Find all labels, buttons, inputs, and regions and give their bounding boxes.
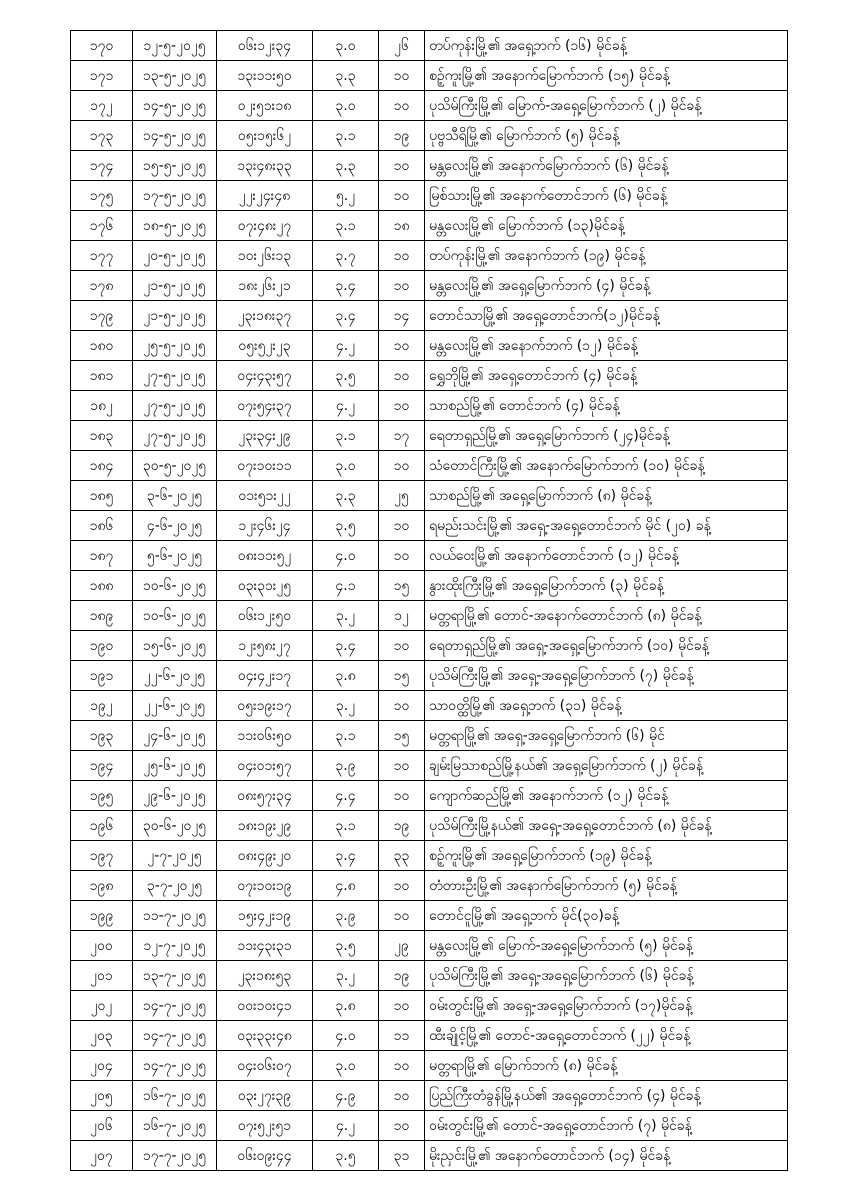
cell-date: ၂၂-၆-၂၀၂၅ [133,661,217,691]
cell-magnitude: ၃.၁ [313,421,379,451]
table-row [71,241,788,271]
cell-magnitude: ၃.၃ [313,151,379,181]
cell-location: လယ်ဝေးမြို့၏ အနောက်တောင်ဘက် (၁၂) မိုင်ခန့် [425,541,788,571]
table-row [71,781,788,811]
cell-date: ၂၂-၆-၂၀၂၅ [133,691,217,721]
cell-magnitude: ၃.၇ [313,241,379,271]
cell-magnitude: ၃.၀ [313,1051,379,1081]
cell-time: ၀၄း၀၆း၀၇ [217,1051,313,1081]
cell-location: ပုသိမ်ကြီးမြို့၏ အရှေ့-အရှေ့မြောက်ဘက် (၇) မိုင်ခန့် [425,661,788,691]
cell-depth: ၁၀ [379,991,425,1021]
cell-location: မတ္တရာမြို့၏ မြောက်ဘက် (၈) မိုင်ခန့် [425,1051,788,1081]
cell-date: ၂၅-၆-၂၀၂၅ [133,751,217,781]
table-row [71,1021,788,1051]
cell-date: ၁၂-၇-၂၀၂၅ [133,931,217,961]
cell-date: ၁၃-၅-၂၀၂၅ [133,61,217,91]
cell-time: ၁၃း၄၈း၃၃ [217,151,313,181]
cell-serial-number: ၁၇၂ [71,91,133,121]
cell-date: ၁၈-၅-၂၀၂၅ [133,211,217,241]
table-row [71,661,788,691]
cell-magnitude: ၄.၉ [313,1081,379,1111]
cell-location: ရေတာရှည်မြို့၏ အရှေ့-အရှေ့မြောက်ဘက် (၁၀) မိုင်ခန့် [425,631,788,661]
cell-magnitude: ၃.၅ [313,511,379,541]
cell-location: ပုသိမ်ကြီးမြို့၏ အရှေ့-အရှေ့မြောက်ဘက် (၆) မိုင်ခန့် [425,961,788,991]
cell-depth: ၁၉ [379,811,425,841]
earthquake-table [70,30,788,1171]
cell-depth: ၂၆ [379,31,425,61]
table-row [71,481,788,511]
table-row [71,631,788,661]
cell-serial-number: ၁၈၈ [71,571,133,601]
cell-serial-number: ၁၉၀ [71,631,133,661]
cell-depth: ၁၀ [379,241,425,271]
cell-time: ၀၈း၄၉း၂၀ [217,841,313,871]
cell-time: ၁၃း၁၁း၅၀ [217,61,313,91]
cell-depth: ၁၀ [379,451,425,481]
cell-time: ၀၈း၅၇း၃၄ [217,781,313,811]
cell-serial-number: ၁၉၃ [71,721,133,751]
cell-location: မတ္တရာမြို့၏ တောင်-အနောက်တောင်ဘက် (၈) မိုင်ခန့် [425,601,788,631]
table-row [71,361,788,391]
cell-date: ၁၄-၅-၂၀၂၅ [133,91,217,121]
cell-magnitude: ၄.၀ [313,541,379,571]
cell-serial-number: ၁၉၉ [71,901,133,931]
cell-serial-number: ၁၈၉ [71,601,133,631]
cell-date: ၁၄-၇-၂၀၂၅ [133,1021,217,1051]
table-row [71,871,788,901]
table-row [71,1081,788,1111]
cell-magnitude: ၄.၂ [313,391,379,421]
cell-time: ၁၅း၄၂း၁၉ [217,901,313,931]
cell-magnitude: ၃.၁ [313,211,379,241]
cell-depth: ၁၀ [379,1111,425,1141]
table-row [71,601,788,631]
cell-time: ၀၃း၃၁း၂၅ [217,571,313,601]
table-row [71,931,788,961]
cell-time: ၂၃း၁၈း၃၇ [217,301,313,331]
cell-depth: ၁၅ [379,721,425,751]
cell-location: ကျောက်ဆည်မြို့၏ အနောက်ဘက် (၁၂) မိုင်ခန့် [425,781,788,811]
cell-date: ၂၇-၅-၂၀၂၅ [133,421,217,451]
cell-date: ၁၆-၇-၂၀၂၅ [133,1081,217,1111]
table-row [71,751,788,781]
cell-date: ၁၃-၇-၂၀၂၅ [133,961,217,991]
cell-magnitude: ၃.၈ [313,991,379,1021]
cell-depth: ၃၁ [379,1141,425,1171]
cell-serial-number: ၁၈၁ [71,361,133,391]
cell-date: ၂၅-၅-၂၀၂၅ [133,331,217,361]
table-row [71,571,788,601]
cell-magnitude: ၄.၀ [313,1021,379,1051]
table-row [71,301,788,331]
cell-time: ၀၇း၄၈း၂၇ [217,211,313,241]
cell-serial-number: ၁၉၆ [71,811,133,841]
cell-serial-number: ၁၉၁ [71,661,133,691]
cell-time: ၂၂း၂၄း၄၈ [217,181,313,211]
cell-date: ၁၇-၇-၂၀၂၅ [133,1141,217,1171]
cell-date: ၂၁-၅-၂၀၂၅ [133,301,217,331]
cell-serial-number: ၁၈၆ [71,511,133,541]
cell-magnitude: ၃.၅ [313,1141,379,1171]
cell-time: ၀၀း၁၀း၄၁ [217,991,313,1021]
cell-date: ၃၀-၆-၂၀၂၅ [133,811,217,841]
cell-serial-number: ၁၉၈ [71,871,133,901]
cell-date: ၃-၇-၂၀၂၅ [133,871,217,901]
cell-magnitude: ၃.၁ [313,721,379,751]
cell-magnitude: ၃.၄ [313,631,379,661]
cell-depth: ၂၉ [379,931,425,961]
table-row [71,61,788,91]
table-row [71,391,788,421]
cell-magnitude: ၃.၀ [313,451,379,481]
cell-serial-number: ၁၇၃ [71,121,133,151]
cell-serial-number: ၁၇၉ [71,301,133,331]
cell-magnitude: ၅.၂ [313,181,379,211]
cell-date: ၁၅-၆-၂၀၂၅ [133,631,217,661]
cell-magnitude: ၃.၄ [313,841,379,871]
cell-date: ၂၇-၅-၂၀၂၅ [133,361,217,391]
cell-location: မန္တလေးမြို့၏ အရှေ့မြောက်ဘက် (၄) မိုင်ခန့် [425,271,788,301]
cell-magnitude: ၃.၉ [313,901,379,931]
cell-date: ၁၄-၇-၂၀၂၅ [133,1051,217,1081]
cell-location: ရေတာရှည်မြို့၏ အရှေ့မြောက်ဘက် (၂၄)မိုင်ခန့် [425,421,788,451]
cell-depth: ၁၀ [379,541,425,571]
table-body [71,31,788,1171]
cell-location: မန္တလေးမြို့၏ အနောက်ဘက် (၁၂) မိုင်ခန့် [425,331,788,361]
table-row [71,421,788,451]
table-row [71,271,788,301]
cell-time: ၁၀း၂၆း၁၃ [217,241,313,271]
cell-depth: ၁၅ [379,661,425,691]
cell-magnitude: ၃.၉ [313,751,379,781]
cell-date: ၃၀-၅-၂၀၂၅ [133,451,217,481]
cell-magnitude: ၃.၀ [313,31,379,61]
cell-serial-number: ၂၀၀ [71,931,133,961]
cell-magnitude: ၃.၃ [313,61,379,91]
cell-location: ထီးချိုင့်မြို့၏ တောင်-အရှေ့တောင်ဘက် (၂၂) မိုင်ခန့် [425,1021,788,1051]
cell-location: မန္တလေးမြို့၏ အနောက်မြောက်ဘက် (၆) မိုင်ခန့် [425,151,788,181]
cell-serial-number: ၁၇၄ [71,151,133,181]
cell-magnitude: ၄.၂ [313,1111,379,1141]
table-row [71,691,788,721]
cell-date: ၁၁-၇-၂၀၂၅ [133,901,217,931]
cell-date: ၂၉-၆-၂၀၂၅ [133,781,217,811]
table-row [71,961,788,991]
table-row [71,721,788,751]
cell-serial-number: ၁၈၂ [71,391,133,421]
cell-depth: ၁၅ [379,571,425,601]
cell-time: ၀၆း၁၂း၃၄ [217,31,313,61]
cell-depth: ၁၀ [379,781,425,811]
cell-depth: ၁၀ [379,1051,425,1081]
table-row [71,331,788,361]
table-row [71,121,788,151]
cell-serial-number: ၁၈၄ [71,451,133,481]
cell-serial-number: ၁၉၇ [71,841,133,871]
cell-magnitude: ၃.၅ [313,361,379,391]
table-row [71,841,788,871]
cell-time: ၀၇း၅၄း၃၇ [217,391,313,421]
cell-serial-number: ၁၈၃ [71,421,133,451]
cell-location: မန္တလေးမြို့၏ မြောက်-အရှေ့မြောက်ဘက် (၅) မိုင်ခန့် [425,931,788,961]
cell-time: ၀၄း၀၁း၅၇ [217,751,313,781]
cell-date: ၁၇-၅-၂၀၂၅ [133,181,217,211]
cell-depth: ၁၄ [379,301,425,331]
cell-date: ၁၀-၆-၂၀၂၅ [133,571,217,601]
cell-location: တပ်ကုန်းမြို့၏ အနောက်ဘက် (၁၉) မိုင်ခန့် [425,241,788,271]
earthquake-list-page [70,30,787,1171]
cell-depth: ၁၉ [379,961,425,991]
cell-location: တပ်ကုန်းမြို့၏ အရှေ့ဘက် (၁၆) မိုင်ခန့် [425,31,788,61]
cell-location: သာစည်မြို့၏ တောင်ဘက် (၄) မိုင်ခန့် [425,391,788,421]
cell-date: ၁၄-၇-၂၀၂၅ [133,991,217,1021]
cell-depth: ၁၉ [379,121,425,151]
cell-date: ၅-၆-၂၀၂၅ [133,541,217,571]
cell-magnitude: ၄.၁ [313,571,379,601]
cell-time: ၀၂း၅၁း၁၈ [217,91,313,121]
cell-time: ၀၇း၁၀း၁၁ [217,451,313,481]
cell-time: ၀၁း၅၁း၂၂ [217,481,313,511]
cell-time: ၀၅း၁၅း၆၂ [217,121,313,151]
cell-magnitude: ၃.၂ [313,961,379,991]
cell-depth: ၁၀ [379,1081,425,1111]
table-row [71,451,788,481]
cell-date: ၂၄-၆-၂၀၂၅ [133,721,217,751]
cell-serial-number: ၂၀၆ [71,1111,133,1141]
table-row [71,541,788,571]
cell-depth: ၃၃ [379,841,425,871]
cell-depth: ၁၈ [379,211,425,241]
cell-date: ၄-၆-၂၀၂၅ [133,511,217,541]
cell-serial-number: ၁၇၀ [71,31,133,61]
cell-serial-number: ၂၀၇ [71,1141,133,1171]
table-row [71,1111,788,1141]
cell-depth: ၁၀ [379,751,425,781]
table-row [71,1141,788,1171]
cell-depth: ၁၀ [379,61,425,91]
cell-time: ၁၂း၄၆း၂၄ [217,511,313,541]
cell-serial-number: ၁၉၅ [71,781,133,811]
cell-serial-number: ၁၇၅ [71,181,133,211]
cell-serial-number: ၁၇၈ [71,271,133,301]
cell-depth: ၁၂ [379,601,425,631]
cell-serial-number: ၁၇၁ [71,61,133,91]
cell-depth: ၁၀ [379,901,425,931]
cell-date: ၁၆-၇-၂၀၂၅ [133,1111,217,1141]
table-row [71,31,788,61]
cell-depth: ၁၀ [379,151,425,181]
cell-time: ၀၅း၁၉း၁၇ [217,691,313,721]
table-row [71,181,788,211]
cell-magnitude: ၃.၂ [313,601,379,631]
cell-serial-number: ၁၇၇ [71,241,133,271]
cell-location: မန္တလေးမြို့၏ မြောက်ဘက် (၁၃)မိုင်ခန့် [425,211,788,241]
cell-location: ပုသိမ်ကြီးမြို့၏ မြောက်-အရှေ့မြောက်ဘက် (၂) မိုင်ခန့် [425,91,788,121]
table-row [71,91,788,121]
cell-serial-number: ၂၀၃ [71,1021,133,1051]
cell-time: ၂၃း၁၈း၅၃ [217,961,313,991]
cell-time: ၀၃း၂၇း၃၉ [217,1081,313,1111]
cell-time: ၀၄း၄၂း၁၇ [217,661,313,691]
cell-location: နွားထိုးကြီးမြို့၏ အရှေ့မြောက်ဘက် (၃) မိုင်ခန့် [425,571,788,601]
table-row [71,811,788,841]
cell-location: ပုသိမ်ကြီးမြို့နယ်၏ အရှေ့-အရှေ့တောင်ဘက် (၈) မိုင်ခန့် [425,811,788,841]
cell-location: ပြည်ကြီးတံခွန်မြို့နယ်၏ အရှေ့တောင်ဘက် (၄) မိုင်ခန့် [425,1081,788,1111]
cell-magnitude: ၃.၁ [313,811,379,841]
cell-serial-number: ၁၉၄ [71,751,133,781]
cell-magnitude: ၃.၄ [313,301,379,331]
cell-location: ရမည်းသင်းမြို့၏ အရှေ့-အရှေ့တောင်ဘက် မိုင် (၂၀) ခန့် [425,511,788,541]
cell-depth: ၁၀ [379,631,425,661]
cell-location: မတ္တရာမြို့၏ အရှေ့-အရှေ့မြောက်ဘက် (၆) မိုင် [425,721,788,751]
cell-time: ၀၆း၀၉း၄၄ [217,1141,313,1171]
cell-serial-number: ၂၀၅ [71,1081,133,1111]
cell-magnitude: ၃.၀ [313,91,379,121]
cell-depth: ၁၀ [379,91,425,121]
cell-time: ၁၂း၅၈း၂၇ [217,631,313,661]
cell-depth: ၁၀ [379,871,425,901]
cell-location: ဝမ်းတွင်းမြို့၏ တောင်-အရှေ့တောင်ဘက် (၇) မိုင်ခန့် [425,1111,788,1141]
cell-depth: ၂၅ [379,481,425,511]
table-row [71,1051,788,1081]
cell-depth: ၁၇ [379,421,425,451]
cell-location: စဥ့်ကူးမြို့၏ အရှေ့မြောက်ဘက် (၁၉) မိုင်ခန့် [425,841,788,871]
cell-location: ဝမ်းတွင်းမြို့၏ အရှေ့-အရှေ့မြောက်ဘက် (၁၇)မိုင်ခန့် [425,991,788,1021]
cell-location: တောင်သာမြို့၏ အရှေ့တောင်ဘက်(၁၂)မိုင်ခန့် [425,301,788,331]
cell-date: ၂၇-၅-၂၀၂၅ [133,391,217,421]
cell-time: ၀၆း၁၂း၅၀ [217,601,313,631]
cell-serial-number: ၁၈၅ [71,481,133,511]
cell-depth: ၁၁ [379,1021,425,1051]
cell-location: တောင်ငူမြို့၏ အရှေ့ဘက် မိုင်(၃၀)ခန့် [425,901,788,931]
cell-serial-number: ၂၀၂ [71,991,133,1021]
cell-date: ၁၄-၅-၂၀၂၅ [133,121,217,151]
cell-date: ၁၅-၅-၂၀၂၅ [133,151,217,181]
cell-time: ၁၈း၁၉း၂၉ [217,811,313,841]
cell-time: ၀၃း၃၃း၄၈ [217,1021,313,1051]
cell-depth: ၁၀ [379,391,425,421]
cell-location: စဥ့်ကူးမြို့၏ အနောက်မြောက်ဘက် (၁၅) မိုင်ခန့် [425,61,788,91]
cell-serial-number: ၁၇၆ [71,211,133,241]
cell-serial-number: ၂၀၁ [71,961,133,991]
cell-location: မြစ်သားမြို့၏ အနောက်တောင်ဘက် (၆) မိုင်ခန့် [425,181,788,211]
cell-time: ၀၈း၁၁း၅၂ [217,541,313,571]
cell-date: ၂၁-၅-၂၀၂၅ [133,271,217,301]
cell-serial-number: ၁၉၂ [71,691,133,721]
cell-magnitude: ၃.၁ [313,121,379,151]
table-row [71,991,788,1021]
cell-serial-number: ၁၈၀ [71,331,133,361]
cell-depth: ၁၀ [379,361,425,391]
cell-location: မိုးညှင်းမြို့၏ အနောက်တောင်ဘက် (၁၄) မိုင်ခန့် [425,1141,788,1171]
cell-date: ၂-၇-၂၀၂၅ [133,841,217,871]
cell-time: ၁၁း၄၃း၃၁ [217,931,313,961]
cell-time: ၁၈း၂၆း၂၁ [217,271,313,301]
cell-magnitude: ၃.၃ [313,481,379,511]
cell-serial-number: ၂၀၄ [71,1051,133,1081]
cell-time: ၀၄း၄၃း၅၇ [217,361,313,391]
cell-serial-number: ၁၈၇ [71,541,133,571]
cell-time: ၀၅း၅၂း၂၃ [217,331,313,361]
cell-location: ပုဗ္ဗသီရိမြို့၏ မြောက်ဘက် (၅) မိုင်ခန့် [425,121,788,151]
cell-depth: ၁၀ [379,691,425,721]
cell-depth: ၁၀ [379,511,425,541]
table-row [71,211,788,241]
table-row [71,151,788,181]
cell-depth: ၁၀ [379,181,425,211]
cell-location: သာဝတ္ထိမြို့၏ အရှေ့ဘက် (၃၁) မိုင်ခန့် [425,691,788,721]
cell-magnitude: ၄.၂ [313,331,379,361]
table-row [71,901,788,931]
cell-time: ၀၇း၅၂း၅၁ [217,1111,313,1141]
cell-date: ၁၂-၅-၂၀၂၅ [133,31,217,61]
cell-time: ၂၃း၃၄း၂၉ [217,421,313,451]
cell-magnitude: ၄.၈ [313,871,379,901]
cell-depth: ၁၀ [379,271,425,301]
cell-location: တံတားဦးမြို့၏ အနောက်မြောက်ဘက် (၅) မိုင်ခန့် [425,871,788,901]
cell-date: ၁၀-၆-၂၀၂၅ [133,601,217,631]
cell-magnitude: ၃.၄ [313,271,379,301]
cell-magnitude: ၄.၄ [313,781,379,811]
cell-time: ၁၁း၀၆း၅၀ [217,721,313,751]
table-row [71,511,788,541]
cell-magnitude: ၃.၂ [313,691,379,721]
cell-location: သံတောင်ကြီးမြို့၏ အနောက်မြောက်ဘက် (၁၀) မိုင်ခန့် [425,451,788,481]
cell-depth: ၁၀ [379,331,425,361]
cell-location: ချမ်းမြသာစည်မြို့နယ်၏ အရှေ့မြောက်ဘက် (၂) မိုင်ခန့် [425,751,788,781]
cell-magnitude: ၃.၈ [313,661,379,691]
cell-date: ၃-၆-၂၀၂၅ [133,481,217,511]
cell-time: ၀၇း၁၀း၁၉ [217,871,313,901]
cell-location: ရွှေဘိုမြို့၏ အရှေ့တောင်ဘက် (၄) မိုင်ခန့် [425,361,788,391]
cell-location: သာစည်မြို့၏ အရှေ့မြောက်ဘက် (၈) မိုင်ခန့် [425,481,788,511]
cell-magnitude: ၃.၅ [313,931,379,961]
cell-date: ၂၀-၅-၂၀၂၅ [133,241,217,271]
